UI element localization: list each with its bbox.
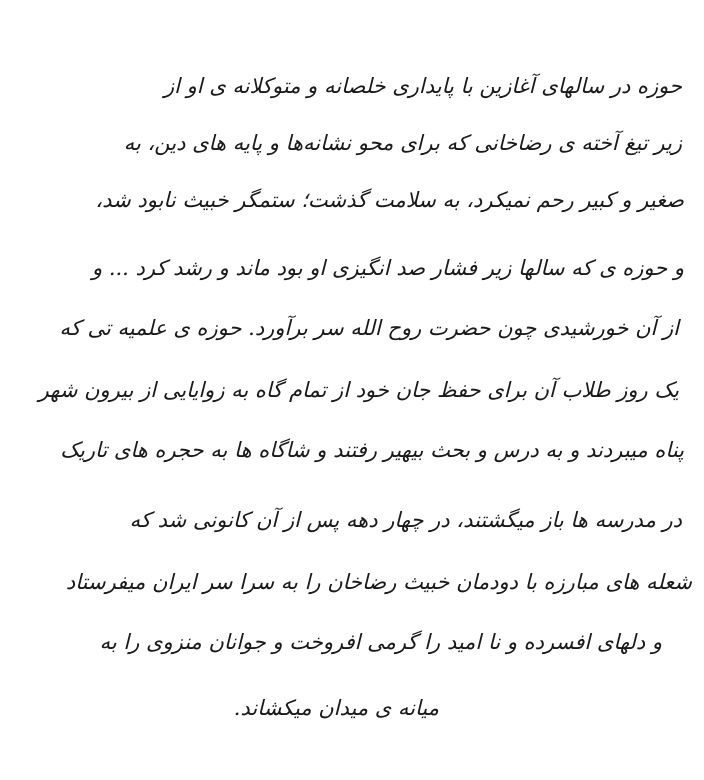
text-line: از آن خورشیدی چون حضرت روح الله سر برآورد. حوزه ی علمیه تی که: [59, 316, 679, 340]
text-line: میانه ی میدان میکشاند.: [233, 696, 439, 720]
text-line: و دلهای افسرده و نا امید را گرمی افروخت و جوانان منزوی را به: [99, 630, 662, 654]
text-line: یک روز طلاب آن برای حفظ جان خود از تمام گاه به زوایایی از بیرون شهر: [38, 378, 679, 402]
text-line: زیر تیغ آخته ی رضاخانی که برای محو نشانه‌ها و پایه های دین، به: [123, 131, 682, 155]
text-line: صغیر و کبیر رحم نمیکرد، به سلامت گذشت؛ ستمگر خبیث نابود شد،: [95, 188, 684, 212]
text-line: پناه میبردند و به درس و بحث بیهیر رفتند و شاگاه ها به حجره های تاریک: [60, 438, 684, 462]
text-line: شعله های مبارزه با دودمان خبیث رضاخان را به سرا سر ایران میفرستاد: [65, 570, 692, 594]
text-line: و حوزه ی که سالها زیر فشار صد انگیزی او بود ماند و رشد کرد ... و: [92, 256, 684, 280]
text-line: در مدرسه ها باز میگشتند، در چهار دهه پس از آن کانونی شد که: [129, 508, 682, 532]
text-line: حوزه در سالهای آغازین با پایداری خلصانه و متوکلانه ی او از: [164, 74, 682, 98]
